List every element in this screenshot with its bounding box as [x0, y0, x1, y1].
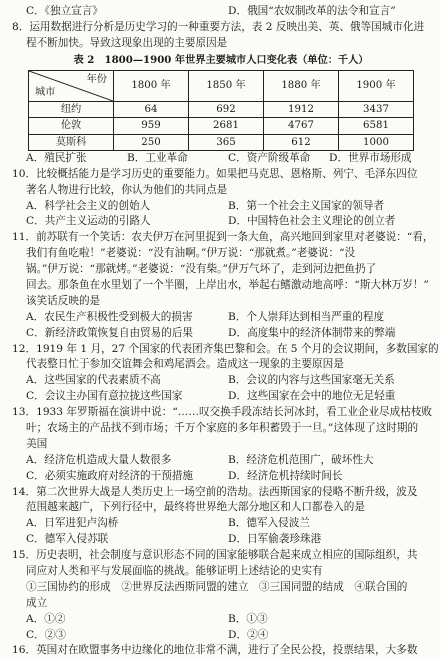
- q10-option-d: D．中国特色社会主义理论的创立者: [228, 215, 396, 228]
- q11-option-b: B．个人崇拜达到相当严重的程度: [228, 310, 385, 323]
- question-11: [12, 230, 434, 341]
- question-14: [12, 485, 430, 549]
- value-cell: 2681: [189, 118, 264, 134]
- table-header-row: [29, 70, 414, 101]
- value-cell: 6581: [339, 118, 414, 134]
- q10-option-a: A．科学社会主义的创始人: [26, 199, 151, 212]
- q12-stem-line-2: 代表整日忙于参加交谊舞会和鸡尾酒会。造成这一现象的主要原因是: [26, 358, 344, 371]
- q11-stem-line-2: 我们有鱼吃啦！”老婆说：“没有油啊。”伊万说：“那就煮。”老婆说：“没: [26, 247, 356, 260]
- q11-stem-line-1: 11．前苏联有一个笑话：农夫伊万在河里捉到一条大鱼，高兴地回到家里对老婆说：“看，: [12, 231, 434, 244]
- q15-option-c: C．②③: [26, 628, 66, 641]
- q12-option-d: D．这些国家在会中的地位无足轻重: [228, 390, 396, 403]
- q10-stem-line-2: 著名人物进行比较，你认为他们的共同点是: [26, 183, 228, 196]
- q14-option-b: B．德军入侵波兰: [228, 517, 310, 530]
- q11-stem-line-3: 锅。”伊万说：“那就烤。”老婆说：“没有柴。”伊万气坏了，走到河边把鱼扔了: [26, 263, 377, 276]
- q13-option-a: A．经济危机造成大量人数很多: [26, 453, 172, 466]
- question-8: [12, 20, 430, 167]
- table-row: [29, 134, 414, 150]
- q8-option-a: A．殖民扩张: [26, 151, 87, 164]
- year-header-1900: 1900 年: [339, 70, 414, 101]
- value-cell: 692: [189, 101, 264, 117]
- q8-options-row: [12, 151, 430, 167]
- question-12: [12, 342, 439, 406]
- city-cell: 莫斯科: [29, 134, 114, 150]
- value-cell: 1000: [339, 134, 414, 150]
- q12-options-row-2: [12, 389, 430, 405]
- city-cell: 纽约: [29, 101, 114, 117]
- city-cell: 伦敦: [29, 118, 114, 134]
- q15-stem-line-2: 同应对人类和平与发展面临的挑战。能够证明上述结论的史实有: [26, 565, 323, 578]
- value-cell: 365: [189, 134, 264, 150]
- header-year-label: 年份: [86, 73, 107, 85]
- q14-option-d: D．日军偷袭珍珠港: [228, 533, 322, 546]
- q12-stem-line-1: 12．1919 年 1 月，27 个国家的代表团齐集巴黎和会。在 5 个月的会议期间，多数国家的: [12, 342, 439, 355]
- q11-options-row-1: [12, 310, 430, 326]
- q11-option-c: C．新经济政策恢复自由贸易的后果: [26, 326, 194, 339]
- q11-option-d: D．高度集中的经济体制带来的弊端: [228, 326, 396, 339]
- value-cell: 612: [264, 134, 339, 150]
- q14-option-c: C．德军入侵苏联: [26, 533, 109, 546]
- q10-stem-line-1: 10．比较概括能力是学习历史的重要能力。如果把马克思、恩格斯、列宁、毛泽东四位: [12, 167, 418, 180]
- value-cell: 959: [114, 118, 189, 134]
- q10-options-row-1: [12, 199, 430, 215]
- q12-option-b: B．会议的内容与这些国家毫无关系: [228, 374, 395, 387]
- q8-option-d: D．世界市场形成: [329, 151, 412, 164]
- q8-option-c: C．资产阶级革命: [228, 151, 311, 164]
- q13-options-row-2: [12, 469, 430, 485]
- table-corner-cell: [29, 70, 114, 101]
- q12-option-c: C．会议主办国有意拉拢这些国家: [26, 390, 183, 403]
- table-row: [29, 101, 414, 117]
- q14-options-row-1: [12, 516, 430, 532]
- q11-options-row-2: [12, 326, 430, 342]
- population-table: [28, 70, 414, 151]
- question-10: [12, 167, 430, 231]
- q13-options-row-1: [12, 453, 430, 469]
- q10-options-row-2: [12, 214, 430, 230]
- value-cell: 1912: [264, 101, 339, 117]
- q7-option-d: D．俄国“农奴制改革的法令和宣言”: [228, 5, 396, 17]
- q13-option-b: B．经济危机范围广，破坏性大: [228, 453, 374, 466]
- q8-option-b: B．工业革命: [127, 151, 188, 164]
- question-15: [12, 548, 430, 643]
- q15-stem-line-1: 15．历史表明，社会制度与意识形态不同的国家能够联合起来成立相应的国际组织，共: [12, 549, 418, 562]
- table-caption: 表 2 1800—1900 年世界主要城市人口变化表（单位：千人）: [73, 53, 369, 66]
- year-header-1850: 1850 年: [189, 70, 264, 101]
- value-cell: 64: [114, 101, 189, 117]
- q12-option-a: A．这些国家的代表素质不高: [26, 374, 161, 387]
- value-cell: 250: [114, 134, 189, 150]
- q8-stem-line-2: 程不断加快。导致这现象出现的主要原因是: [26, 36, 228, 49]
- q15-options-row-1: [12, 612, 430, 628]
- question-13: [12, 405, 433, 484]
- q15-stem-line-3: ①三国协约的形成 ②世界反法西斯同盟的建立 ③三国同盟的结成 ④联合国的: [26, 580, 408, 593]
- q12-options-row-1: [12, 373, 430, 389]
- year-header-1880: 1880 年: [264, 70, 339, 101]
- q10-option-c: C．共产主义运动的引路人: [26, 215, 151, 228]
- q10-option-b: B．第一个社会主义国家的领导者: [228, 199, 385, 212]
- q7-option-c: C．《独立宣言》: [26, 5, 103, 17]
- q11-stem-line-4: 回去。那条鱼在水里划了一个半圈，上岸出水，举起右鳍激动地高呼：“斯大林万岁！”: [26, 278, 429, 291]
- q7-options-row: [12, 4, 430, 20]
- value-cell: 4767: [264, 118, 339, 134]
- year-header-1800: 1800 年: [114, 70, 189, 101]
- q15-option-b: B．①③: [228, 612, 268, 625]
- q15-option-d: D．②④: [228, 628, 269, 641]
- q11-option-a: A．农民生产积极性受到极大的损害: [26, 310, 193, 323]
- q15-option-a: A．①②: [26, 612, 66, 625]
- q13-option-c: C．必须实施政府对经济的干预措施: [26, 469, 194, 482]
- q15-stem-line-4: 成立: [26, 596, 48, 609]
- q14-option-a: A．日军进犯卢沟桥: [26, 517, 119, 530]
- header-city-label: 城市: [35, 86, 56, 98]
- value-cell: 3437: [339, 101, 414, 117]
- q14-options-row-2: [12, 532, 430, 548]
- q14-stem-line-2: 范围越来越广，下列行径中，最终将世界绝大部分地区和人口都卷入的是: [26, 501, 365, 514]
- q14-stem-line-1: 14．第二次世界大战是人类历史上一场空前的浩劫。法西斯国家的侵略不断升级，波及: [12, 485, 418, 498]
- table-row: [29, 118, 414, 134]
- q13-stem-line-3: 美国: [26, 437, 48, 450]
- q11-stem-line-5: 该笑话反映的是: [26, 294, 101, 307]
- q16-stem-line-1: 16．英国对在欧盟事务中边缘化的地位非常不满，进行了全民公投，投票结果，大多数: [12, 644, 418, 657]
- question-16: [12, 643, 430, 659]
- q8-stem-line-1: 8．运用数据进行分析是历史学习的一种重要方法，表 2 反映出美、英、俄等国城市化进: [12, 20, 425, 33]
- q13-option-d: D．经济危机持续时间长: [228, 469, 343, 482]
- q13-stem-line-1: 13．1933 年罗斯福在演讲中说：“……叹交换手段冻结长河冰封，看工业企业尽成枯枝败: [12, 406, 433, 419]
- q13-stem-line-2: 叶；农场主的产品找不到市场；千万个家庭的多年积蓄毁于一旦。”这体现了这时期的: [26, 422, 419, 434]
- q15-options-row-2: [12, 628, 430, 644]
